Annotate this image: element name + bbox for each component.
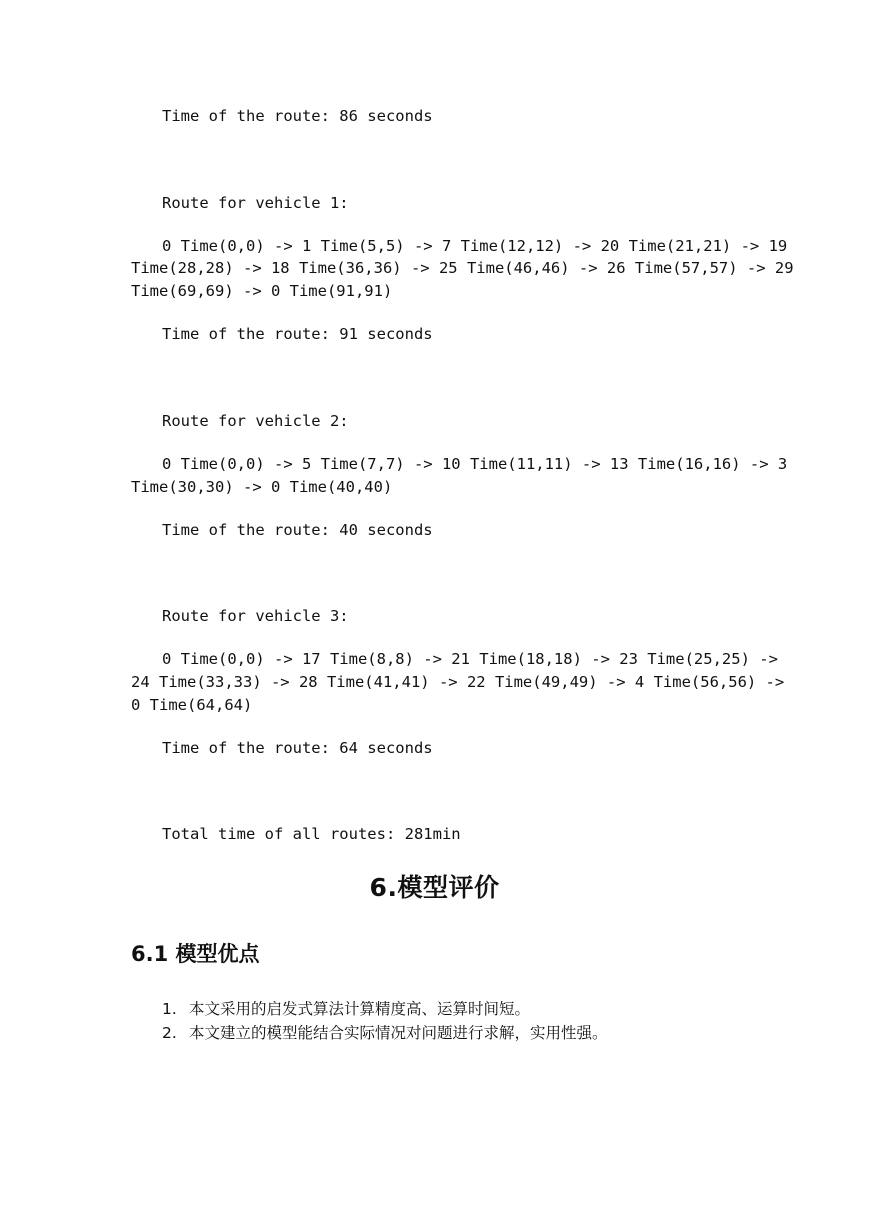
list-item-text: 本文建立的模型能结合实际情况对问题进行求解，实用性强。 [189, 1024, 608, 1042]
vehicle-2-header: Route for vehicle 2: [162, 412, 349, 430]
vehicle-1-route-line: Time(28,28) -> 18 Time(36,36) -> 25 Time(46,46) -> 26 Time(57,57) -> 29 [131, 259, 794, 277]
vehicle-3-header: Route for vehicle 3: [162, 607, 349, 625]
vehicle-2-route-line: 0 Time(0,0) -> 5 Time(7,7) -> 10 Time(11,11) -> 13 Time(16,16) -> 3 [162, 455, 788, 473]
list-item-number: 1. [162, 1000, 177, 1018]
vehicle-2-route-line: Time(30,30) -> 0 Time(40,40) [131, 478, 393, 496]
list-item-number: 2. [162, 1024, 177, 1042]
subsection-heading: 6.1 模型优点 [131, 942, 260, 966]
list-item [162, 997, 530, 1019]
vehicle-3-route-line: 0 Time(64,64) [131, 696, 253, 714]
vehicle-1-route-line: Time(69,69) -> 0 Time(91,91) [131, 282, 393, 300]
vehicle-3-time: Time of the route: 64 seconds [162, 739, 433, 757]
list-item-text: 本文采用的启发式算法计算精度高、运算时间短。 [189, 1000, 531, 1018]
route-time-line: Time of the route: 86 seconds [162, 107, 433, 125]
total-time-line: Total time of all routes: 281min [162, 825, 461, 843]
vehicle-1-route-line: 0 Time(0,0) -> 1 Time(5,5) -> 7 Time(12,12) -> 20 Time(21,21) -> 19 [162, 237, 788, 255]
vehicle-2-time: Time of the route: 40 seconds [162, 521, 433, 539]
vehicle-3-route-line: 0 Time(0,0) -> 17 Time(8,8) -> 21 Time(18,18) -> 23 Time(25,25) -> [162, 650, 778, 668]
section-heading: 6.模型评价 [369, 873, 500, 902]
vehicle-3-route-line: 24 Time(33,33) -> 28 Time(41,41) -> 22 Time(49,49) -> 4 Time(56,56) -> [131, 673, 785, 691]
vehicle-1-header: Route for vehicle 1: [162, 194, 349, 212]
list-item [162, 1021, 608, 1043]
vehicle-1-time: Time of the route: 91 seconds [162, 325, 433, 343]
